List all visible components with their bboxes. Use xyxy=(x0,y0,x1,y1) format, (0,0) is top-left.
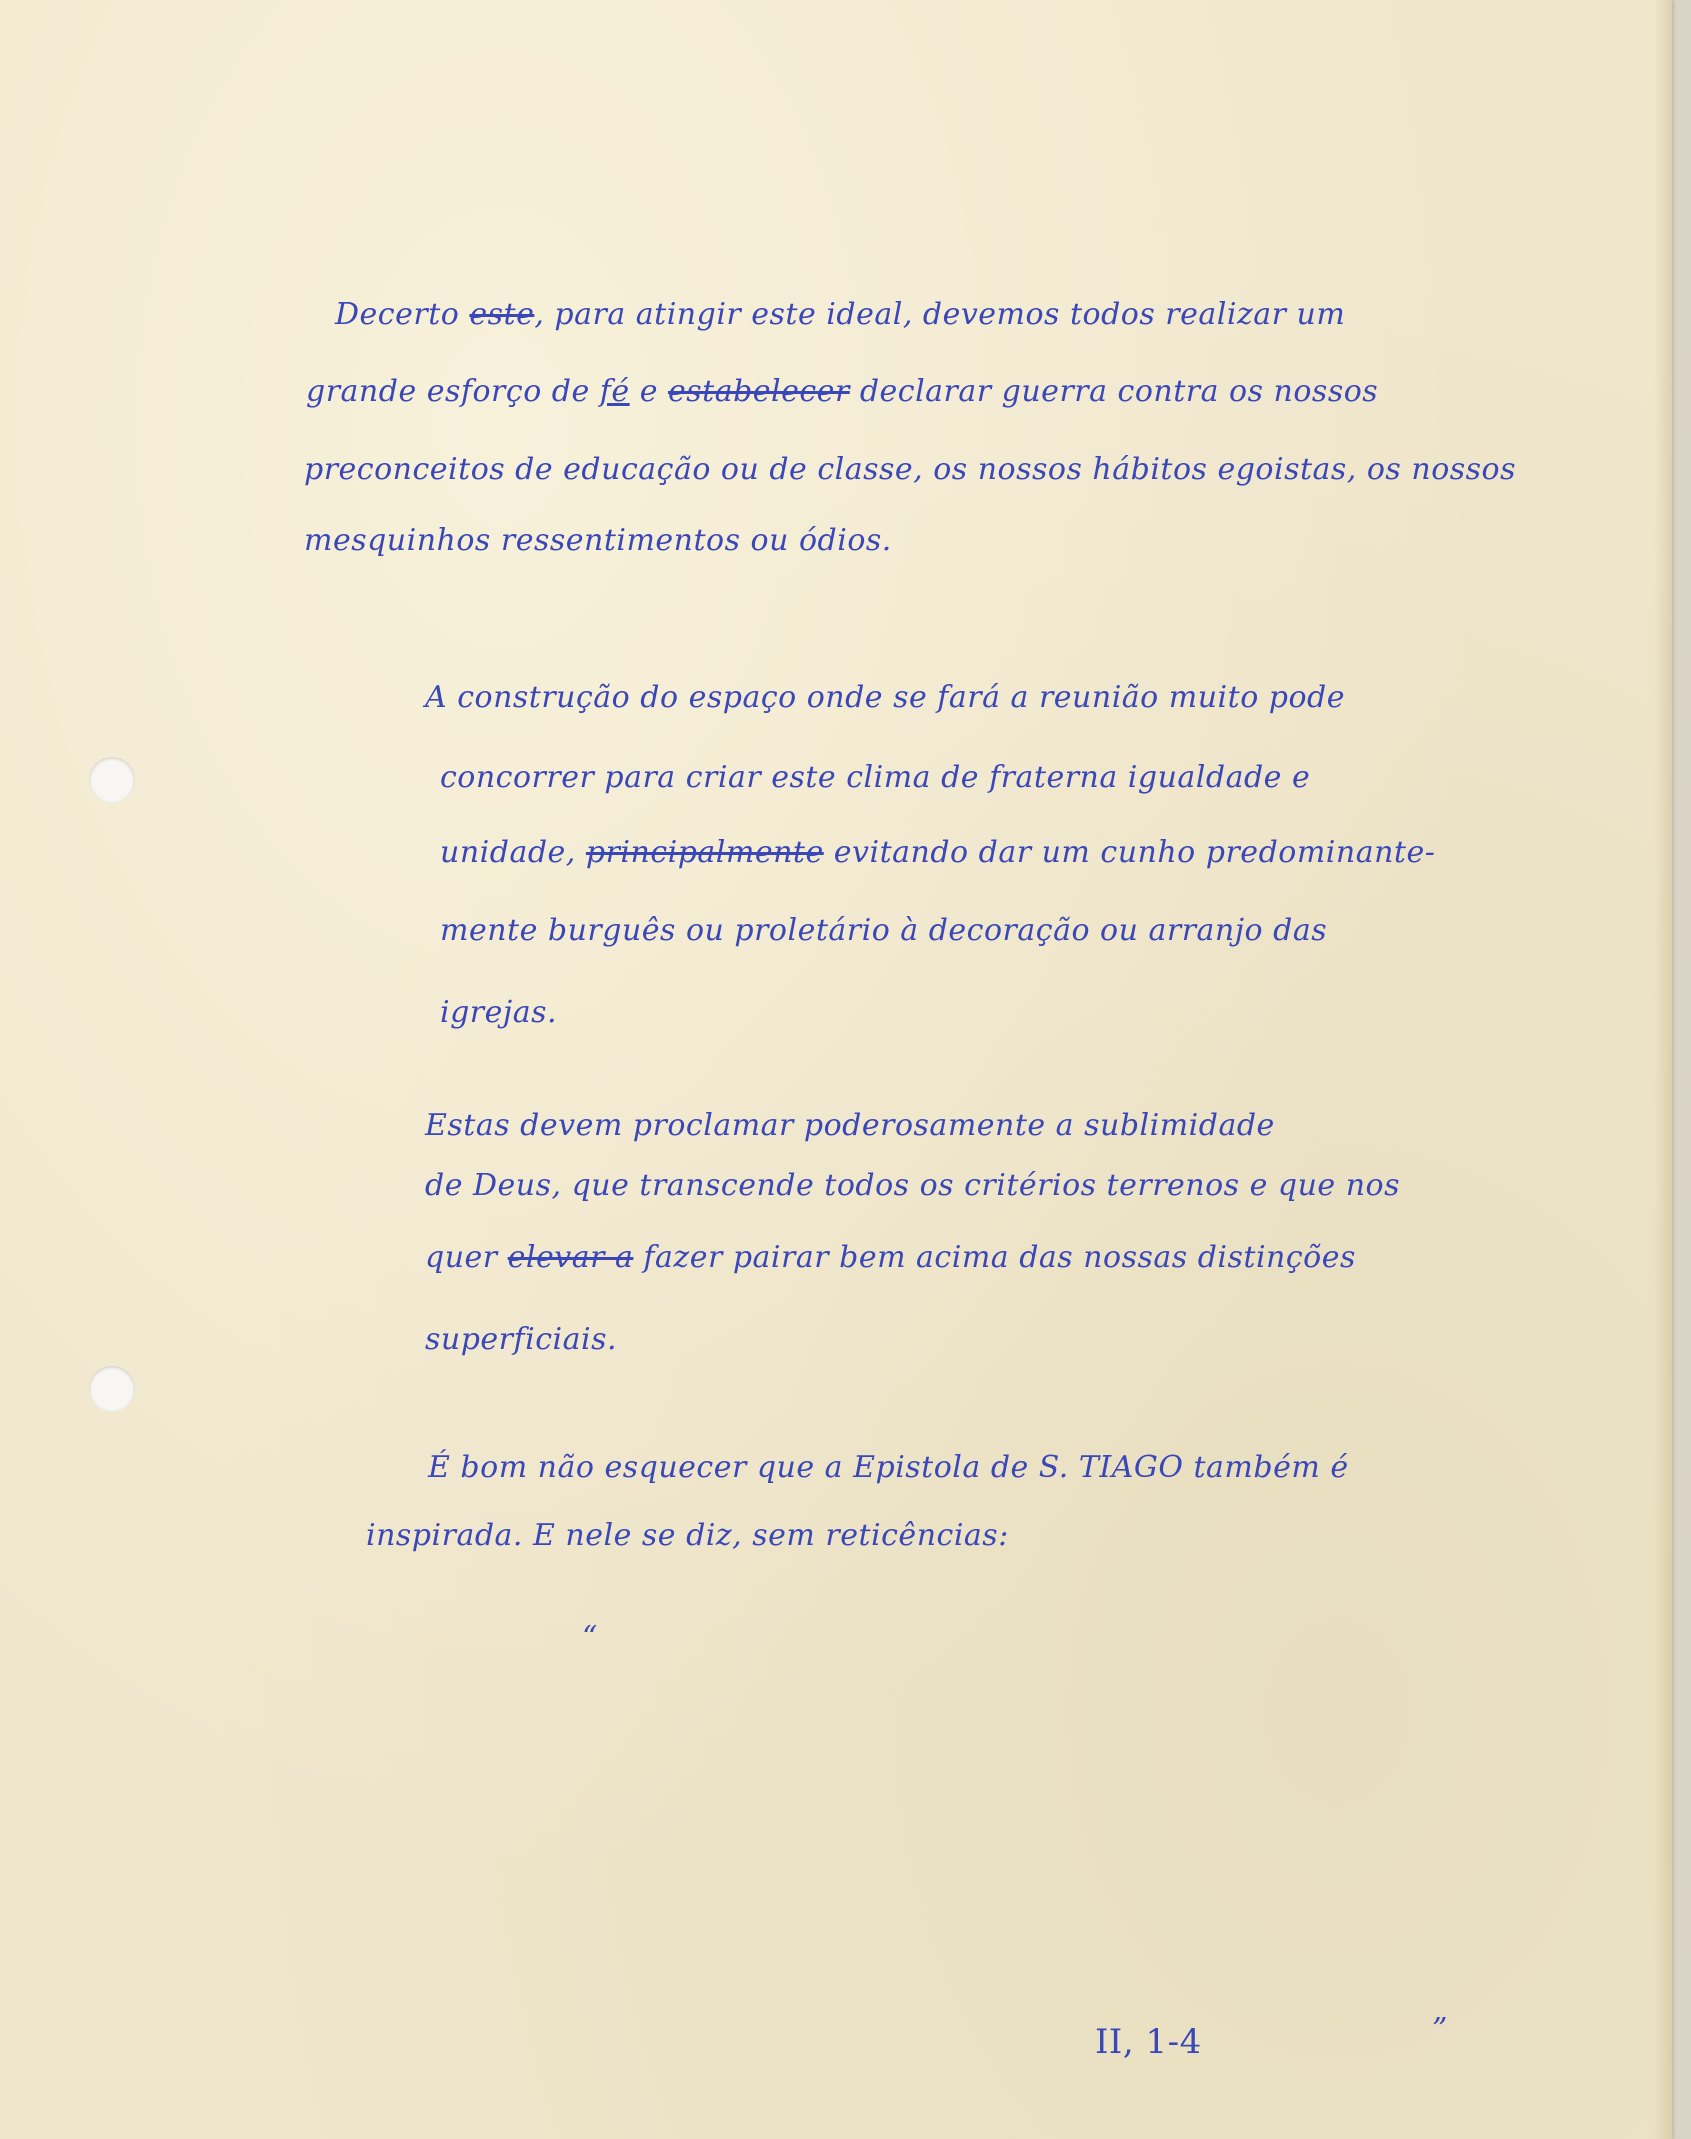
paragraph-1-line-1 xyxy=(335,297,1345,332)
text: e xyxy=(629,374,668,409)
paragraph-3-line-1: Estas devem proclamar poderosamente a sublimidade xyxy=(425,1108,1275,1143)
text: Decerto xyxy=(335,297,470,332)
paragraph-2-line-1: A construção do espaço onde se fará a reunião muito pode xyxy=(425,680,1346,715)
scripture-reference: II, 1-4 xyxy=(1095,2022,1202,2062)
text: evitando dar um cunho predominante- xyxy=(823,835,1436,870)
paragraph-2-line-3 xyxy=(440,835,1435,870)
closing-quote-mark: ” xyxy=(1432,2012,1448,2047)
text: declarar guerra contra os nossos xyxy=(849,374,1379,409)
paragraph-4-line-1: É bom não esquecer que a Epistola de S. TIAGO também é xyxy=(428,1450,1349,1485)
paragraph-3-line-4: superficiais. xyxy=(425,1322,618,1357)
opening-quote-mark: “ xyxy=(582,1620,598,1655)
paragraph-3-line-2: de Deus, que transcende todos os critérios terrenos e que nos xyxy=(425,1168,1401,1203)
paragraph-1-line-3: preconceitos de educação ou de classe, os nossos hábitos egoistas, os nossos xyxy=(304,452,1516,487)
text: , para atingir este ideal, devemos todos realizar um xyxy=(534,297,1346,332)
text: unidade, xyxy=(440,835,586,870)
text: grande esforço de xyxy=(306,374,600,409)
text: quer xyxy=(425,1240,508,1275)
punch-hole-bottom xyxy=(89,1366,135,1412)
paragraph-2-line-4: mente burguês ou proletário à decoração ou arranjo das xyxy=(440,913,1328,948)
struck-text: este xyxy=(469,297,535,332)
paragraph-3-line-3 xyxy=(425,1240,1356,1275)
struck-text: principalmente xyxy=(585,835,824,870)
paragraph-1-line-2 xyxy=(306,374,1378,409)
paragraph-1-line-4: mesquinhos ressentimentos ou ódios. xyxy=(304,523,892,558)
underlined-text: fé xyxy=(599,374,630,409)
text: fazer pairar bem acima das nossas distinções xyxy=(633,1240,1356,1275)
struck-text: elevar a xyxy=(507,1240,634,1275)
page-edge-shadow xyxy=(1654,0,1672,2139)
paragraph-2-line-2: concorrer para criar este clima de fraterna igualdade e xyxy=(440,760,1311,795)
struck-text: estabelecer xyxy=(667,374,850,409)
paragraph-4-line-2: inspirada. E nele se diz, sem reticências: xyxy=(366,1518,1009,1553)
punch-hole-top xyxy=(89,757,135,803)
paragraph-2-line-5: igrejas. xyxy=(440,995,558,1030)
